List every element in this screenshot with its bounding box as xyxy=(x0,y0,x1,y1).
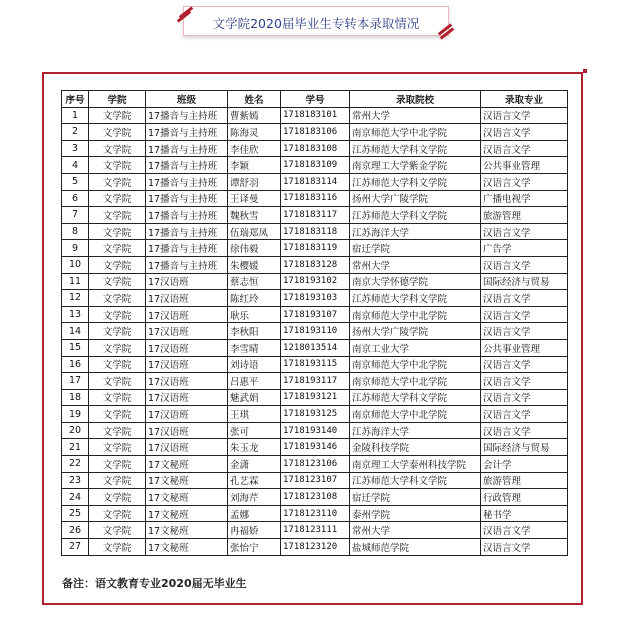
cell-admitted-school: 常州大学 xyxy=(350,107,481,124)
cell-name: 冉福娇 xyxy=(228,522,281,539)
cell-admitted-school: 江苏海洋大学 xyxy=(350,223,481,240)
header-admitted-school: 录取院校 xyxy=(350,91,481,108)
cell-name: 朱玉龙 xyxy=(228,439,281,456)
table-row xyxy=(62,273,568,290)
cell-admitted-major: 汉语言文学 xyxy=(481,173,568,190)
table-row xyxy=(62,223,568,240)
cell-student-id: 1718183109 xyxy=(281,157,350,174)
table-row xyxy=(62,505,568,522)
cell-college: 文学院 xyxy=(89,190,146,207)
cell-name: 孔艺霖 xyxy=(228,472,281,489)
cell-index: 6 xyxy=(62,190,89,207)
cell-college: 文学院 xyxy=(89,173,146,190)
cell-admitted-major: 汉语言文学 xyxy=(481,406,568,423)
table-row xyxy=(62,306,568,323)
cell-admitted-school: 扬州大学广陵学院 xyxy=(350,323,481,340)
cell-name: 王琪 xyxy=(228,406,281,423)
cell-admitted-school: 金陵科技学院 xyxy=(350,439,481,456)
table-row xyxy=(62,173,568,190)
cell-admitted-school: 江苏海洋大学 xyxy=(350,422,481,439)
cell-index: 15 xyxy=(62,339,89,356)
table-row xyxy=(62,522,568,539)
cell-college: 文学院 xyxy=(89,539,146,556)
cell-admitted-major: 行政管理 xyxy=(481,489,568,506)
cell-name: 刘诗语 xyxy=(228,356,281,373)
cell-admitted-major: 汉语言文学 xyxy=(481,107,568,124)
cell-name: 朱樱媛 xyxy=(228,256,281,273)
cell-index: 27 xyxy=(62,539,89,556)
cell-class: 17文秘班 xyxy=(146,505,228,522)
cell-student-id: 1718183108 xyxy=(281,140,350,157)
cell-student-id: 1718193103 xyxy=(281,290,350,307)
cell-admitted-school: 南京工业大学 xyxy=(350,339,481,356)
cell-index: 14 xyxy=(62,323,89,340)
cell-student-id: 1718183128 xyxy=(281,256,350,273)
cell-student-id: 1718183119 xyxy=(281,240,350,257)
cell-student-id: 1718183118 xyxy=(281,223,350,240)
cell-student-id: 1718193110 xyxy=(281,323,350,340)
cell-admitted-school: 泰州学院 xyxy=(350,505,481,522)
cell-index: 12 xyxy=(62,290,89,307)
cell-class: 17播音与主持班 xyxy=(146,223,228,240)
cell-admitted-major: 汉语言文学 xyxy=(481,422,568,439)
admission-table xyxy=(61,90,568,556)
cell-admitted-school: 南京师范大学中北学院 xyxy=(350,356,481,373)
cell-college: 文学院 xyxy=(89,306,146,323)
cell-college: 文学院 xyxy=(89,389,146,406)
cell-college: 文学院 xyxy=(89,356,146,373)
cell-index: 25 xyxy=(62,505,89,522)
cell-name: 张可 xyxy=(228,422,281,439)
cell-name: 李秋阳 xyxy=(228,323,281,340)
table-row xyxy=(62,439,568,456)
cell-class: 17汉语班 xyxy=(146,273,228,290)
cell-class: 17播音与主持班 xyxy=(146,207,228,224)
cell-admitted-major: 汉语言文学 xyxy=(481,389,568,406)
cell-student-id: 1718183114 xyxy=(281,173,350,190)
cell-class: 17播音与主持班 xyxy=(146,240,228,257)
cell-index: 26 xyxy=(62,522,89,539)
cell-class: 17文秘班 xyxy=(146,489,228,506)
cell-college: 文学院 xyxy=(89,522,146,539)
page-title: 文学院2020届毕业生专转本录取情况 xyxy=(212,16,420,31)
cell-admitted-major: 旅游管理 xyxy=(481,472,568,489)
cell-name: 魏秋雪 xyxy=(228,207,281,224)
cell-name: 徐伟毅 xyxy=(228,240,281,257)
cell-college: 文学院 xyxy=(89,472,146,489)
cell-student-id: 1718193102 xyxy=(281,273,350,290)
cell-admitted-school: 江苏师范大学科文学院 xyxy=(350,207,481,224)
cell-admitted-school: 江苏师范大学科文学院 xyxy=(350,173,481,190)
cell-name: 刘海芹 xyxy=(228,489,281,506)
cell-college: 文学院 xyxy=(89,489,146,506)
cell-admitted-school: 江苏师范大学科文学院 xyxy=(350,389,481,406)
cell-class: 17汉语班 xyxy=(146,356,228,373)
table-row xyxy=(62,190,568,207)
cell-name: 魅武娟 xyxy=(228,389,281,406)
header-name: 姓名 xyxy=(228,91,281,108)
cell-index: 9 xyxy=(62,240,89,257)
cell-admitted-major: 汉语言文学 xyxy=(481,140,568,157)
cell-college: 文学院 xyxy=(89,107,146,124)
header-college: 学院 xyxy=(89,91,146,108)
cell-class: 17文秘班 xyxy=(146,522,228,539)
cell-class: 17文秘班 xyxy=(146,472,228,489)
cell-admitted-major: 汉语言文学 xyxy=(481,256,568,273)
cell-admitted-major: 汉语言文学 xyxy=(481,323,568,340)
cell-index: 4 xyxy=(62,157,89,174)
cell-class: 17播音与主持班 xyxy=(146,173,228,190)
cell-name: 谭舒羽 xyxy=(228,173,281,190)
header-admitted-major: 录取专业 xyxy=(481,91,568,108)
cell-class: 17文秘班 xyxy=(146,456,228,473)
cell-admitted-school: 扬州大学广陵学院 xyxy=(350,190,481,207)
cell-admitted-major: 汉语言文学 xyxy=(481,539,568,556)
cell-admitted-school: 江苏师范大学科文学院 xyxy=(350,472,481,489)
cell-admitted-school: 江苏师范大学科文学院 xyxy=(350,290,481,307)
table-row xyxy=(62,339,568,356)
table-row xyxy=(62,124,568,141)
cell-index: 22 xyxy=(62,456,89,473)
cell-class: 17播音与主持班 xyxy=(146,256,228,273)
cell-admitted-school: 南京师范大学中北学院 xyxy=(350,306,481,323)
cell-student-id: 1718193146 xyxy=(281,439,350,456)
cell-admitted-school: 常州大学 xyxy=(350,522,481,539)
table-row xyxy=(62,389,568,406)
cell-index: 13 xyxy=(62,306,89,323)
cell-index: 16 xyxy=(62,356,89,373)
cell-student-id: 1718123120 xyxy=(281,539,350,556)
cell-student-id: 1718193140 xyxy=(281,422,350,439)
cell-class: 17文秘班 xyxy=(146,539,228,556)
cell-index: 10 xyxy=(62,256,89,273)
cell-admitted-major: 汉语言文学 xyxy=(481,356,568,373)
cell-name: 蔡志恒 xyxy=(228,273,281,290)
cell-college: 文学院 xyxy=(89,406,146,423)
cell-admitted-school: 南京大学怀德学院 xyxy=(350,273,481,290)
cell-college: 文学院 xyxy=(89,439,146,456)
table-row xyxy=(62,489,568,506)
cell-index: 21 xyxy=(62,439,89,456)
cell-student-id: 1718183106 xyxy=(281,124,350,141)
cell-index: 2 xyxy=(62,124,89,141)
title-banner xyxy=(183,6,449,36)
cell-name: 伍瑞郑凤 xyxy=(228,223,281,240)
table-row xyxy=(62,373,568,390)
footnote: 备注：语文教育专业2020届无毕业生 xyxy=(62,577,247,590)
cell-student-id: 1218013514 xyxy=(281,339,350,356)
cell-index: 7 xyxy=(62,207,89,224)
cell-name: 张怡宁 xyxy=(228,539,281,556)
cell-admitted-major: 广告学 xyxy=(481,240,568,257)
cell-student-id: 1718123108 xyxy=(281,489,350,506)
table-row xyxy=(62,472,568,489)
cell-student-id: 1718193117 xyxy=(281,373,350,390)
cell-name: 李颖 xyxy=(228,157,281,174)
cell-student-id: 1718183117 xyxy=(281,207,350,224)
cell-college: 文学院 xyxy=(89,240,146,257)
cell-admitted-school: 南京师范大学中北学院 xyxy=(350,406,481,423)
cell-class: 17汉语班 xyxy=(146,373,228,390)
cell-student-id: 1718123110 xyxy=(281,505,350,522)
header-index: 序号 xyxy=(62,91,89,108)
cell-name: 孟娜 xyxy=(228,505,281,522)
cell-student-id: 1718193115 xyxy=(281,356,350,373)
cell-admitted-school: 南京理工大学紫金学院 xyxy=(350,157,481,174)
table-row xyxy=(62,323,568,340)
cell-class: 17汉语班 xyxy=(146,290,228,307)
cell-admitted-major: 汉语言文学 xyxy=(481,124,568,141)
cell-index: 18 xyxy=(62,389,89,406)
table-row xyxy=(62,140,568,157)
cell-college: 文学院 xyxy=(89,256,146,273)
cell-student-id: 1718193125 xyxy=(281,406,350,423)
cell-name: 耿乐 xyxy=(228,306,281,323)
cell-admitted-major: 旅游管理 xyxy=(481,207,568,224)
table-row xyxy=(62,256,568,273)
cell-college: 文学院 xyxy=(89,505,146,522)
cell-college: 文学院 xyxy=(89,124,146,141)
cell-class: 17汉语班 xyxy=(146,389,228,406)
cell-index: 19 xyxy=(62,406,89,423)
cell-admitted-major: 公共事业管理 xyxy=(481,339,568,356)
cell-name: 李佳欣 xyxy=(228,140,281,157)
cell-admitted-school: 常州大学 xyxy=(350,256,481,273)
cell-college: 文学院 xyxy=(89,456,146,473)
cell-college: 文学院 xyxy=(89,373,146,390)
cell-name: 陈红玲 xyxy=(228,290,281,307)
cell-admitted-major: 秘书学 xyxy=(481,505,568,522)
cell-admitted-major: 汉语言文学 xyxy=(481,290,568,307)
cell-class: 17汉语班 xyxy=(146,422,228,439)
frame-corner-mark xyxy=(583,69,587,73)
cell-college: 文学院 xyxy=(89,323,146,340)
cell-student-id: 1718123111 xyxy=(281,522,350,539)
cell-admitted-major: 汉语言文学 xyxy=(481,373,568,390)
cell-admitted-major: 汉语言文学 xyxy=(481,522,568,539)
cell-class: 17汉语班 xyxy=(146,439,228,456)
cell-college: 文学院 xyxy=(89,140,146,157)
cell-college: 文学院 xyxy=(89,422,146,439)
cell-name: 王译曼 xyxy=(228,190,281,207)
cell-class: 17汉语班 xyxy=(146,323,228,340)
cell-college: 文学院 xyxy=(89,223,146,240)
cell-index: 23 xyxy=(62,472,89,489)
table-row xyxy=(62,456,568,473)
cell-index: 24 xyxy=(62,489,89,506)
table-row xyxy=(62,107,568,124)
cell-index: 5 xyxy=(62,173,89,190)
cell-student-id: 1718123106 xyxy=(281,456,350,473)
table-row xyxy=(62,539,568,556)
table-header-row xyxy=(62,91,568,108)
table-row xyxy=(62,356,568,373)
cell-admitted-major: 广播电视学 xyxy=(481,190,568,207)
cell-college: 文学院 xyxy=(89,339,146,356)
cell-class: 17播音与主持班 xyxy=(146,140,228,157)
cell-name: 陈海灵 xyxy=(228,124,281,141)
cell-name: 李雪晴 xyxy=(228,339,281,356)
table-row xyxy=(62,290,568,307)
cell-name: 金潇 xyxy=(228,456,281,473)
cell-college: 文学院 xyxy=(89,207,146,224)
cell-class: 17汉语班 xyxy=(146,306,228,323)
cell-admitted-school: 宿迁学院 xyxy=(350,240,481,257)
table-row xyxy=(62,207,568,224)
cell-class: 17播音与主持班 xyxy=(146,124,228,141)
header-student-id: 学号 xyxy=(281,91,350,108)
cell-index: 11 xyxy=(62,273,89,290)
cell-index: 17 xyxy=(62,373,89,390)
cell-admitted-school: 宿迁学院 xyxy=(350,489,481,506)
cell-admitted-major: 会计学 xyxy=(481,456,568,473)
cell-student-id: 1718123107 xyxy=(281,472,350,489)
cell-class: 17汉语班 xyxy=(146,339,228,356)
cell-college: 文学院 xyxy=(89,273,146,290)
cell-name: 吕惠平 xyxy=(228,373,281,390)
table-row xyxy=(62,157,568,174)
header-class: 班级 xyxy=(146,91,228,108)
cell-class: 17播音与主持班 xyxy=(146,190,228,207)
cell-admitted-school: 南京师范大学中北学院 xyxy=(350,124,481,141)
cell-admitted-major: 汉语言文学 xyxy=(481,306,568,323)
cell-admitted-school: 盐城师范学院 xyxy=(350,539,481,556)
cell-index: 1 xyxy=(62,107,89,124)
cell-student-id: 1718183101 xyxy=(281,107,350,124)
table-row xyxy=(62,422,568,439)
cell-name: 曹紫嫣 xyxy=(228,107,281,124)
cell-class: 17汉语班 xyxy=(146,406,228,423)
cell-class: 17播音与主持班 xyxy=(146,107,228,124)
cell-index: 3 xyxy=(62,140,89,157)
cell-class: 17播音与主持班 xyxy=(146,157,228,174)
cell-admitted-school: 南京理工大学泰州科技学院 xyxy=(350,456,481,473)
cell-student-id: 1718193107 xyxy=(281,306,350,323)
cell-index: 8 xyxy=(62,223,89,240)
cell-admitted-major: 国际经济与贸易 xyxy=(481,273,568,290)
cell-student-id: 1718183116 xyxy=(281,190,350,207)
cell-student-id: 1718193121 xyxy=(281,389,350,406)
cell-admitted-major: 公共事业管理 xyxy=(481,157,568,174)
cell-admitted-school: 南京师范大学中北学院 xyxy=(350,373,481,390)
cell-college: 文学院 xyxy=(89,157,146,174)
table-row xyxy=(62,240,568,257)
cell-index: 20 xyxy=(62,422,89,439)
cell-admitted-school: 江苏师范大学科文学院 xyxy=(350,140,481,157)
table-row xyxy=(62,406,568,423)
cell-admitted-major: 汉语言文学 xyxy=(481,223,568,240)
cell-college: 文学院 xyxy=(89,290,146,307)
cell-admitted-major: 国际经济与贸易 xyxy=(481,439,568,456)
